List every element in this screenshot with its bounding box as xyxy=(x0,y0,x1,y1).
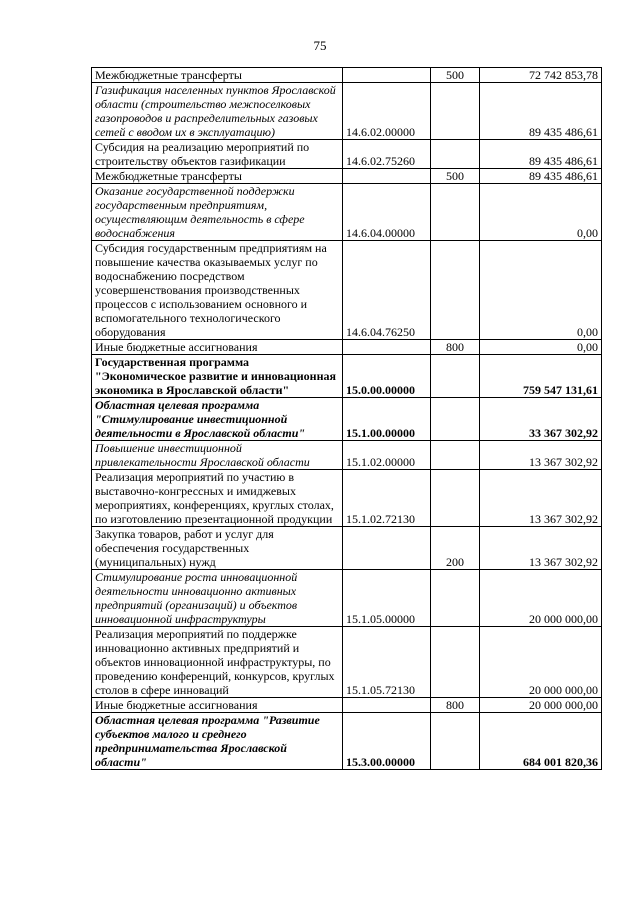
row-expense-type xyxy=(431,627,480,698)
row-code: 15.1.05.72130 xyxy=(343,627,431,698)
row-code: 15.1.02.00000 xyxy=(343,441,431,470)
row-expense-type: 800 xyxy=(431,698,480,713)
table-row xyxy=(92,570,602,627)
table-row xyxy=(92,627,602,698)
row-name: Закупка товаров, работ и услуг для обеспечения государственных (муниципальных) нужд xyxy=(92,527,343,570)
row-amount: 13 367 302,92 xyxy=(480,527,602,570)
row-amount: 89 435 486,61 xyxy=(480,83,602,140)
row-code: 14.6.02.00000 xyxy=(343,83,431,140)
row-amount: 33 367 302,92 xyxy=(480,398,602,441)
row-name: Повышение инвестиционной привлекательности Ярославской области xyxy=(92,441,343,470)
row-code: 15.1.02.72130 xyxy=(343,470,431,527)
row-amount: 13 367 302,92 xyxy=(480,441,602,470)
table-row xyxy=(92,441,602,470)
row-expense-type xyxy=(431,241,480,340)
table-row xyxy=(92,698,602,713)
row-code: 15.1.05.00000 xyxy=(343,570,431,627)
row-expense-type: 500 xyxy=(431,68,480,83)
table-row xyxy=(92,184,602,241)
row-code xyxy=(343,527,431,570)
row-expense-type xyxy=(431,570,480,627)
row-expense-type xyxy=(431,184,480,241)
row-name: Областная целевая программа "Развитие субъектов малого и среднего предпринимательства Ярославской области" xyxy=(92,713,343,770)
row-amount: 89 435 486,61 xyxy=(480,140,602,169)
row-amount: 684 001 820,36 xyxy=(480,713,602,770)
row-code xyxy=(343,68,431,83)
table-row xyxy=(92,527,602,570)
row-name: Субсидия на реализацию мероприятий по строительству объектов газификации xyxy=(92,140,343,169)
row-name: Межбюджетные трансферты xyxy=(92,68,343,83)
row-expense-type xyxy=(431,355,480,398)
row-amount: 759 547 131,61 xyxy=(480,355,602,398)
row-name: Газификация населенных пунктов Ярославской области (строительство межпоселковых газопроводов и распределительных газовых сетей с вводом их в эксплуатацию) xyxy=(92,83,343,140)
table-row xyxy=(92,470,602,527)
row-name: Реализация мероприятий по поддержке инновационно активных предприятий и объектов инновационной инфраструктуры, по проведению конференций, конкурсов, круглых столов в сфере инноваций xyxy=(92,627,343,698)
row-code: 15.3.00.00000 xyxy=(343,713,431,770)
table-row xyxy=(92,68,602,83)
table-row xyxy=(92,241,602,340)
row-code xyxy=(343,340,431,355)
table-row xyxy=(92,169,602,184)
row-amount: 0,00 xyxy=(480,184,602,241)
row-name: Стимулирование роста инновационной деятельности инновационно активных предприятий (организаций) и объектов инновационной инфраструктуры xyxy=(92,570,343,627)
row-code: 14.6.04.00000 xyxy=(343,184,431,241)
table-row xyxy=(92,140,602,169)
row-code: 15.0.00.00000 xyxy=(343,355,431,398)
row-name: Иные бюджетные ассигнования xyxy=(92,340,343,355)
row-code xyxy=(343,169,431,184)
row-amount: 20 000 000,00 xyxy=(480,627,602,698)
row-expense-type: 500 xyxy=(431,169,480,184)
table-row xyxy=(92,355,602,398)
row-code: 14.6.02.75260 xyxy=(343,140,431,169)
row-expense-type xyxy=(431,441,480,470)
row-name: Областная целевая программа "Стимулирование инвестиционной деятельности в Ярославской области" xyxy=(92,398,343,441)
row-expense-type xyxy=(431,140,480,169)
row-amount: 72 742 853,78 xyxy=(480,68,602,83)
row-code xyxy=(343,698,431,713)
row-code: 14.6.04.76250 xyxy=(343,241,431,340)
row-name: Реализация мероприятий по участию в выставочно-конгрессных и имиджевых мероприятиях, конференциях, круглых столах, по изготовлению презентационной продукции xyxy=(92,470,343,527)
row-expense-type: 200 xyxy=(431,527,480,570)
row-amount: 20 000 000,00 xyxy=(480,570,602,627)
row-name: Иные бюджетные ассигнования xyxy=(92,698,343,713)
row-expense-type xyxy=(431,83,480,140)
table-row xyxy=(92,398,602,441)
row-name: Субсидия государственным предприятиям на повышение качества оказываемых услуг по водоснабжению посредством усовершенствования производственных процессов с использованием основного и вспомогательного технологического оборудования xyxy=(92,241,343,340)
row-name: Государственная программа "Экономическое развитие и инновационная экономика в Ярославской области" xyxy=(92,355,343,398)
row-name: Межбюджетные трансферты xyxy=(92,169,343,184)
row-amount: 0,00 xyxy=(480,340,602,355)
row-name: Оказание государственной поддержки государственным предприятиям, осуществляющим деятельность в сфере водоснабжения xyxy=(92,184,343,241)
table-row xyxy=(92,340,602,355)
budget-table xyxy=(91,67,602,770)
row-code: 15.1.00.00000 xyxy=(343,398,431,441)
page-number: 75 xyxy=(313,38,327,53)
row-expense-type xyxy=(431,398,480,441)
row-amount: 20 000 000,00 xyxy=(480,698,602,713)
row-expense-type xyxy=(431,470,480,527)
table-row xyxy=(92,713,602,770)
table-row xyxy=(92,83,602,140)
row-amount: 0,00 xyxy=(480,241,602,340)
row-expense-type xyxy=(431,713,480,770)
row-expense-type: 800 xyxy=(431,340,480,355)
row-amount: 13 367 302,92 xyxy=(480,470,602,527)
row-amount: 89 435 486,61 xyxy=(480,169,602,184)
